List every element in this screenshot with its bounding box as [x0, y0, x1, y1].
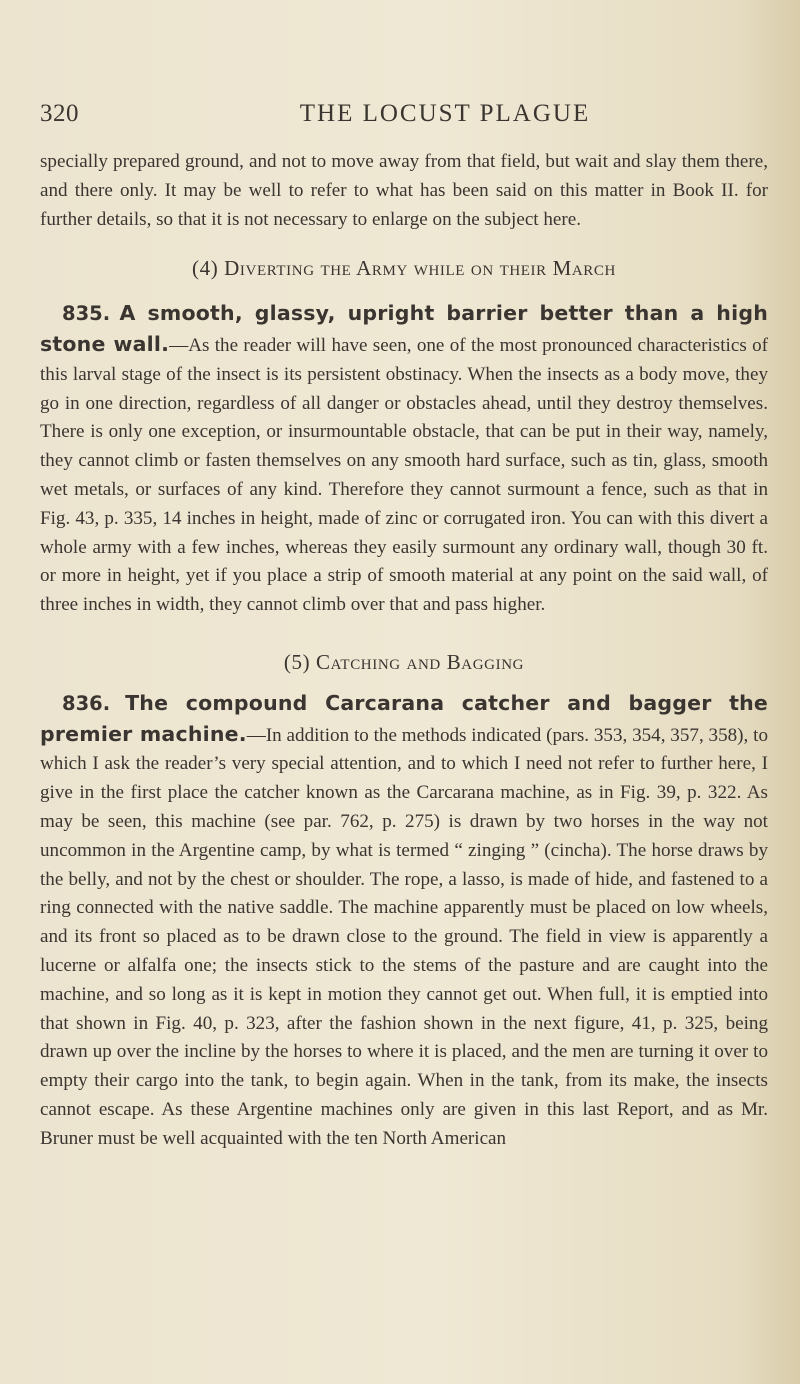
paragraph-title: The compound Carcarana catcher and bagger the premier machine. [40, 690, 768, 746]
body-text [40, 148, 768, 1154]
paragraph-number: 835. [62, 302, 111, 326]
paragraph-835 [40, 299, 768, 620]
paragraph-text: —As the reader will have seen, one of the most pronounced characteristics of this larval stage of the insect is its persistent obstinacy. When the insects as a body move, they go in one direction, regardless of all danger or obstacles ahead, until they destroy themselves. There is only one exception, or insurmountable obstacle, that can be put in their way, namely, they cannot climb or fasten themselves on any smooth hard surface, such as tin, glass, smooth wet metals, or surfaces of any kind. Therefore they cannot surmount a fence, such as that in Fig. 43, p. 335, 14 inches in height, made of zinc or corrugated iron. You can with this divert a whole army with a few inches, whereas they easily surmount any ordinary wall, though 30 ft. or more in height, yet if you place a strip of smooth material at any point on the said wall, of three inches in width, they cannot climb over that and pass higher. [40, 334, 768, 616]
paragraph-text: —In addition to the methods indicated (pars. 353, 354, 357, 358), to which I ask the reader’s very special attention, and to which I need not refer to further here, I give in the first place the catcher known as the Carcarana machine, as in Fig. 39, p. 322. As may be seen, this machine (see par. 762, p. 275) is drawn by two horses in the way not uncommon in the Argentine camp, by what is termed “ zinging ” (cincha). The horse draws by the belly, and not by the chest or shoulder. The rope, a lasso, is made of hide, and fastened to a ring connected with the native saddle. The machine apparently must be placed on low wheels, and its front so placed as to be drawn close to the ground. The field in view is apparently a lucerne or alfalfa one; the insects stick to the stems of the pasture and are caught into the machine, and so long as it is kept in motion they cannot get out. When full, it is emptied into that shown in Fig. 40, p. 323, after the fashion shown in the next figure, 41, p. 325, being drawn up over the incline by the horses to where it is placed, and the men are turning it over to empty their cargo into the tank, to begin again. When in the tank, from its make, the insects cannot escape. As these Argentine machines only are given in this last Report, and as Mr. Bruner must be well acquainted with the ten North American [40, 724, 768, 1149]
opening-paragraph: specially prepared ground, and not to move away from that field, but wait and slay them there, and there only. It may be well to refer to what has been said on this matter in Book II. for further details, so that it is not necessary to enlarge on the subject here. [40, 151, 768, 230]
section-heading-diverting: (4) Diverting the Army while on their March [192, 256, 616, 281]
paragraph-836 [40, 689, 768, 1154]
page-number: 320 [40, 100, 79, 127]
running-head [40, 100, 780, 140]
section-heading-catching: (5) Catching and Bagging [283, 649, 525, 674]
paragraph-title: A smooth, glassy, upright barrier better than a high stone wall. [40, 301, 768, 356]
running-title: THE LOCUST PLAGUE [299, 100, 591, 127]
paragraph-number: 836. [62, 691, 111, 715]
